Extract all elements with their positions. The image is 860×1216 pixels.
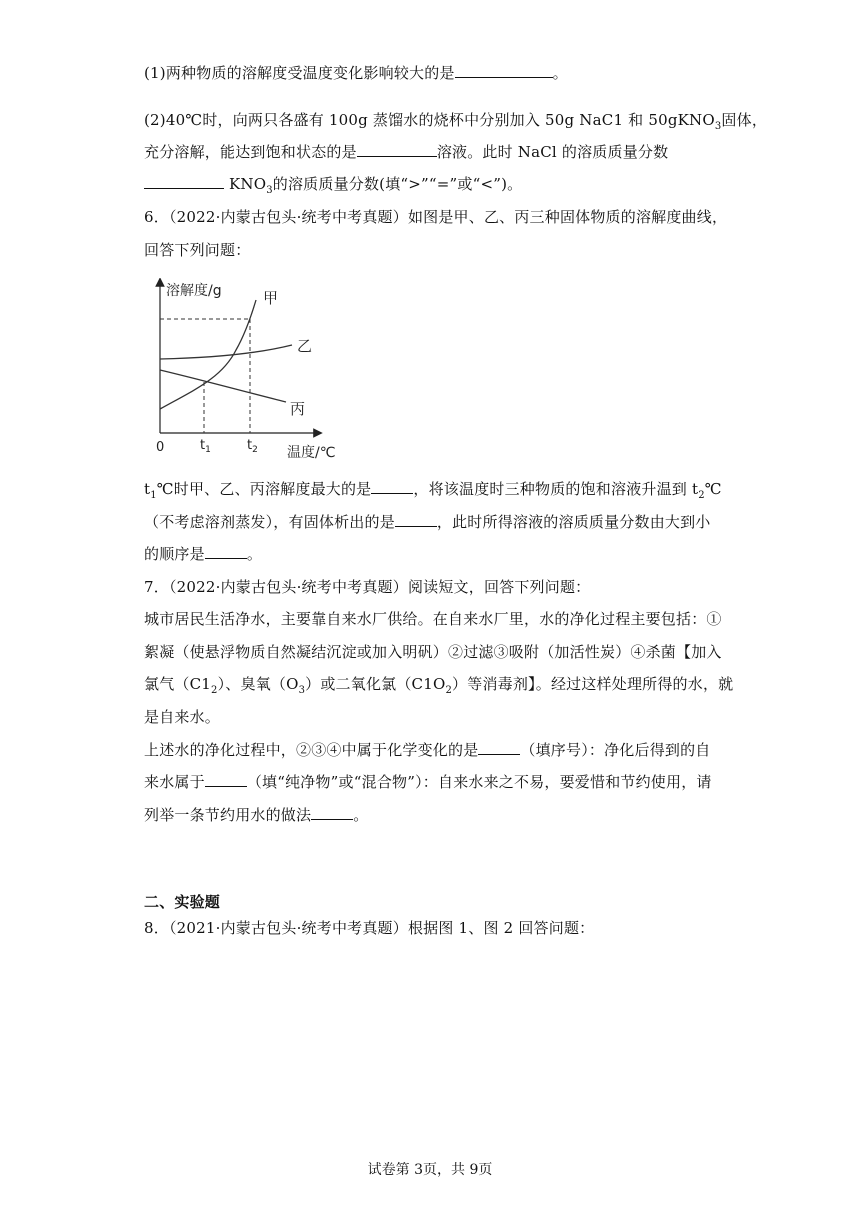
q7-question-line1: 上述水的净化过程中，②③④中属于化学变化的是 （填序号）：净化后得到的自: [144, 741, 711, 759]
section-title-experiment: 二、实验题: [144, 893, 221, 911]
t2-tick-label: $t_2$: [247, 438, 258, 455]
q5-part1: (1)两种物质的溶解度受温度变化影响较大的是 。: [144, 64, 568, 82]
q7-stem: 7．（2022·内蒙古包头·统考中考真题）阅读短文，回答下列问题：: [144, 578, 591, 596]
q7-passage-line2: 絮凝（使悬浮物质自然凝结沉淀或加入明矾）②过滤③吸附（加活性炭）④杀菌【加入: [144, 643, 722, 661]
q6-answer-line2: （不考虑溶剂蒸发），有固体析出的是 ，此时所得溶液的溶质质量分数由大到小: [144, 513, 711, 531]
answer-blank[interactable]: [311, 805, 353, 820]
curve-label-jia: 甲: [263, 289, 279, 307]
q8-stem: 8．（2021·内蒙古包头·统考中考真题）根据图 1、图 2 回答问题：: [144, 919, 595, 937]
q6-stem-line1: 6．（2022·内蒙古包头·统考中考真题）如图是甲、乙、丙三种固体物质的溶解度曲线，: [144, 208, 728, 226]
answer-blank[interactable]: [455, 63, 553, 78]
curve-label-yi: 乙: [297, 337, 313, 355]
answer-blank[interactable]: [371, 479, 413, 494]
curve-label-bing: 丙: [290, 400, 306, 418]
q7-passage-line4: 是自来水。: [144, 708, 221, 726]
curve-yi: [160, 345, 292, 359]
q5-part2-line2: 充分溶解，能达到饱和状态的是 溶液。此时 NaCl 的溶质质量分数: [144, 143, 669, 161]
q7-question-line3: 列举一条节约用水的做法 。: [144, 806, 369, 824]
answer-blank[interactable]: [478, 740, 520, 755]
origin-label: 0: [156, 440, 165, 455]
q7-passage-line1: 城市居民生活净水，主要靠自来水厂供给。在自来水厂里，水的净化过程主要包括：①: [144, 610, 722, 628]
q6-stem-line2: 回答下列问题：: [144, 241, 251, 259]
answer-blank[interactable]: [395, 512, 437, 527]
answer-blank[interactable]: [144, 174, 224, 189]
answer-blank[interactable]: [205, 772, 247, 787]
q7-question-line2: 来水属于 （填“纯净物”或“混合物”）：自来水来之不易，要爱惜和节约使用，请: [144, 773, 712, 791]
y-axis-label: 溶解度/g: [166, 283, 222, 299]
answer-blank[interactable]: [357, 142, 437, 157]
t1-tick-label: $t_1$: [200, 438, 211, 455]
answer-blank[interactable]: [205, 544, 247, 559]
q5-part2-line3: $KNO_3$的溶质质量分数(填“>”“=”或“<”)。: [144, 174, 522, 194]
curve-bing: [160, 370, 286, 402]
q7-passage-line3: 氯气$(C1_2)$、臭氧$(O_3)$或二氧化氯$(C1O_2)$等消毒剂】。经过这样处理所得的水，就: [144, 675, 734, 696]
solubility-curve-figure: [146, 278, 346, 464]
x-axis-label: 温度/℃: [287, 445, 336, 461]
page-footer: 试卷第 3页，共 9页: [367, 1162, 493, 1178]
q5-part2-line1: (2)40℃时，向两只各盛有 100g 蒸馏水的烧杯中分别加入 50g NaC1 和 50gKNO$_3$固体，: [144, 111, 768, 132]
q6-answer-line3: 的顺序是 。: [144, 545, 263, 563]
curve-jia: [160, 300, 256, 409]
q6-answer-line1: $t_1℃$时甲、乙、丙溶解度最大的是 ，将该温度时三种物质的饱和溶液升温到 $t_2℃$: [144, 480, 722, 501]
